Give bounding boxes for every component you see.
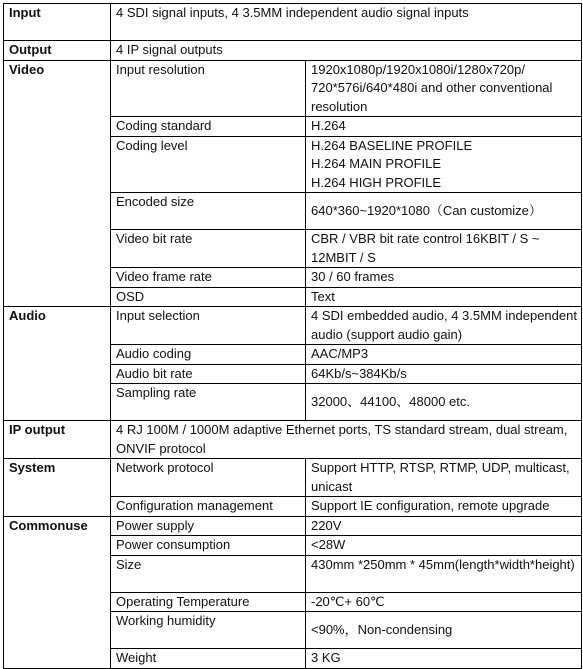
spec-value-cell: 4 IP signal outputs	[111, 41, 582, 61]
spec-label-cell: Size	[111, 555, 306, 592]
spec-value-cell: 640*360~1920*1080（Can customize）	[306, 193, 582, 230]
spec-value-cell: Text	[306, 287, 582, 307]
spec-value-cell: 4 RJ 100M / 1000M adaptive Ethernet ports, TS standard stream, dual stream, ONVIF protocol	[111, 421, 582, 459]
spec-value-cell: 64Kb/s~384Kb/s	[306, 364, 582, 384]
spec-value-cell: 430mm *250mm * 45mm(length*width*height)	[306, 555, 582, 592]
spec-value-cell: 1920x1080p/1920x1080i/1280x720p/ 720*576i/640*480i and other conventional resolution	[306, 60, 582, 117]
spec-label-cell: Coding level	[111, 136, 306, 193]
spec-label-cell: Video bit rate	[111, 230, 306, 268]
category-cell: Output	[4, 41, 111, 61]
spec-row	[4, 307, 582, 345]
spec-value-cell: 220V	[306, 516, 582, 536]
category-cell: IP output	[4, 421, 111, 459]
spec-value-cell: <90%，Non-condensing	[306, 612, 582, 649]
spec-value-cell: AAC/MP3	[306, 345, 582, 365]
spec-table	[3, 3, 582, 669]
category-cell: Audio	[4, 307, 111, 421]
spec-label-cell: Power consumption	[111, 536, 306, 556]
spec-row	[4, 4, 582, 41]
spec-value-cell: Support HTTP, RTSP, RTMP, UDP, multicast, unicast	[306, 459, 582, 497]
spec-label-cell: Input selection	[111, 307, 306, 345]
spec-label-cell: Audio bit rate	[111, 364, 306, 384]
spec-value-cell: Support IE configuration, remote upgrade	[306, 497, 582, 517]
spec-value-cell: H.264	[306, 117, 582, 137]
category-cell: System	[4, 459, 111, 517]
spec-value-cell: CBR / VBR bit rate control 16KBIT / S ~ 12MBIT / S	[306, 230, 582, 268]
spec-label-cell: Configuration management	[111, 497, 306, 517]
spec-label-cell: OSD	[111, 287, 306, 307]
spec-value-cell: 4 SDI embedded audio, 4 3.5MM independent audio (support audio gain)	[306, 307, 582, 345]
spec-label-cell: Working humidity	[111, 612, 306, 649]
category-cell: Input	[4, 4, 111, 41]
spec-row	[4, 41, 582, 61]
category-cell: Commonuse	[4, 516, 111, 668]
spec-row	[4, 60, 582, 117]
spec-row	[4, 459, 582, 497]
spec-label-cell: Operating Temperature	[111, 592, 306, 612]
spec-label-cell: Coding standard	[111, 117, 306, 137]
spec-label-cell: Input resolution	[111, 60, 306, 117]
spec-label-cell: Power supply	[111, 516, 306, 536]
spec-value-cell: -20℃+ 60℃	[306, 592, 582, 612]
spec-value-cell: 3 KG	[306, 649, 582, 669]
spec-label-cell: Sampling rate	[111, 384, 306, 421]
spec-table-body	[4, 4, 582, 669]
spec-row	[4, 421, 582, 459]
spec-value-cell: 30 / 60 frames	[306, 268, 582, 288]
spec-row	[4, 516, 582, 536]
spec-label-cell: Weight	[111, 649, 306, 669]
spec-label-cell: Network protocol	[111, 459, 306, 497]
spec-label-cell: Audio coding	[111, 345, 306, 365]
spec-value-cell: <28W	[306, 536, 582, 556]
category-cell: Video	[4, 60, 111, 307]
spec-value-cell: 4 SDI signal inputs, 4 3.5MM independent audio signal inputs	[111, 4, 582, 41]
spec-label-cell: Video frame rate	[111, 268, 306, 288]
spec-value-cell: H.264 BASELINE PROFILE H.264 MAIN PROFILE H.264 HIGH PROFILE	[306, 136, 582, 193]
spec-label-cell: Encoded size	[111, 193, 306, 230]
spec-value-cell: 32000、44100、48000 etc.	[306, 384, 582, 421]
